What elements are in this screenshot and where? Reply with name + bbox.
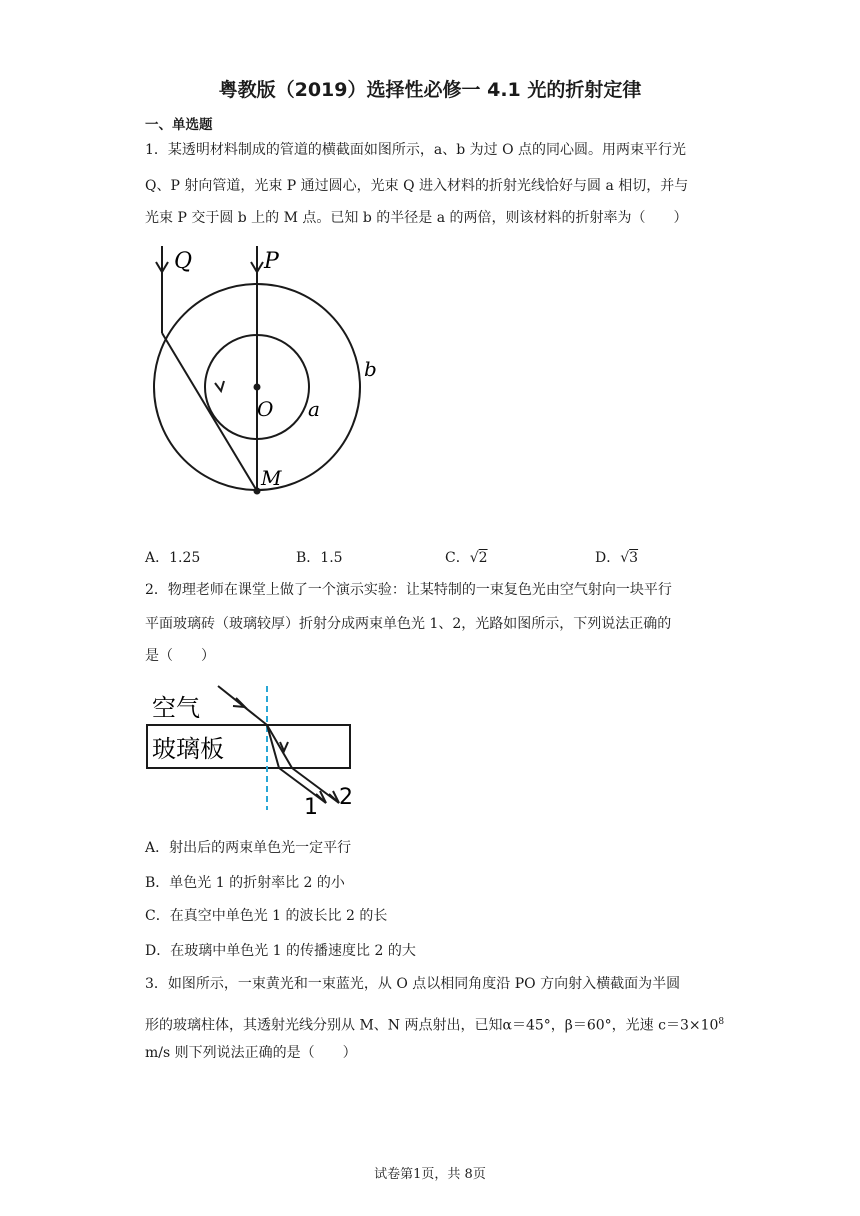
q1-option-a: A．1.25: [145, 550, 201, 566]
label-ray-1: 1: [304, 795, 318, 814]
q1-line-2: Q、P 射向管道，光束 P 通过圆心，光束 Q 进入材料的折射光线恰好与圆 a 相切，并与: [145, 178, 689, 194]
q2-line-2: 平面玻璃砖（玻璃较厚）折射分成两束单色光 1、2，光路如图所示，下列说法正确的: [145, 616, 672, 632]
page-footer: 试卷第1页，共 8页: [374, 1167, 486, 1182]
q2-option-d: D．在玻璃中单色光 1 的传播速度比 2 的大: [145, 943, 416, 959]
q3-line-2: [145, 1012, 724, 1036]
label-ray-2: 2: [339, 785, 353, 810]
q1-figure: [140, 238, 400, 508]
q3-line-2-text: 形的玻璃柱体，其透射光线分别从 M、N 两点射出，已知α＝45°，β＝60°，光速 c＝3×10: [145, 1017, 719, 1034]
q2-figure: [140, 682, 360, 814]
q3-line-3: m/s 则下列说法正确的是（ ）: [145, 1045, 357, 1061]
q1-option-b: B．1.5: [296, 550, 343, 566]
q1-option-c-label: C．: [445, 550, 470, 566]
point-m: [254, 488, 261, 495]
q3-line-1: 3．如图所示，一束黄光和一束蓝光，从 O 点以相同角度沿 PO 方向射入横截面为半圆: [145, 976, 681, 992]
q1-option-c-radicand: 2: [478, 550, 488, 566]
q3-exponent: 8: [718, 1017, 725, 1027]
label-a: a: [308, 397, 320, 421]
refracted-ray: [162, 333, 257, 491]
q2-option-c: C．在真空中单色光 1 的波长比 2 的长: [145, 908, 388, 924]
page-title: 粤教版（2019）选择性必修一 4.1 光的折射定律: [218, 79, 642, 101]
q1-option-d-radicand: 3: [629, 550, 639, 566]
q1-option-d-label: D．: [595, 550, 621, 566]
q1-line-3: 光束 P 交于圆 b 上的 M 点。已知 b 的半径是 a 的两倍，则该材料的折射率为（ ）: [145, 210, 688, 226]
q1-option-c: [445, 547, 488, 567]
label-m: M: [261, 466, 282, 490]
sqrt-symbol: √2: [469, 550, 488, 566]
q2-option-b: B．单色光 1 的折射率比 2 的小: [145, 875, 345, 891]
section-heading: 一、单选题: [145, 117, 213, 133]
q2-option-a: A．射出后的两束单色光一定平行: [145, 840, 352, 856]
q1-option-d: [595, 547, 638, 567]
label-glass: 玻璃板: [152, 735, 224, 763]
q2-line-3: 是（ ）: [145, 648, 215, 664]
ray-1-in-glass: [267, 725, 279, 768]
label-q: Q: [174, 249, 193, 274]
label-air: 空气: [152, 694, 200, 722]
point-o: [254, 384, 261, 391]
label-o: O: [257, 397, 274, 421]
label-b: b: [364, 357, 377, 381]
ray-2-in-glass: [267, 725, 292, 768]
arrow-refracted: [215, 381, 224, 391]
label-p: P: [264, 249, 279, 274]
q2-line-1: 2．物理老师在课堂上做了一个演示实验：让某特制的一束复色光由空气射向一块平行: [145, 582, 672, 598]
sqrt-symbol: √3: [620, 550, 639, 566]
q1-line-1: 1．某透明材料制成的管道的横截面如图所示，a、b 为过 O 点的同心圆。用两束平行光: [145, 142, 687, 158]
